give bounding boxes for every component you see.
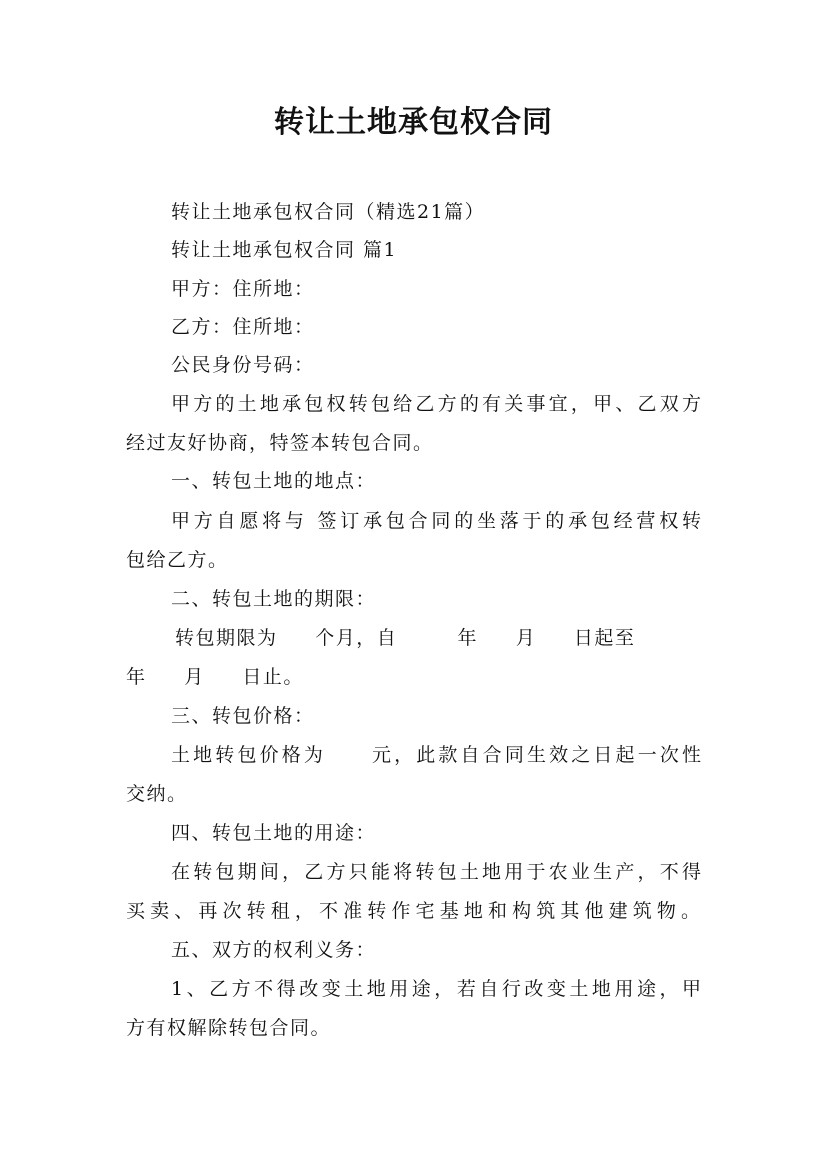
paragraph-line: 经过友好协商，特签本转包合同。 (126, 432, 434, 454)
clause-heading: 四、转包土地的用途： (171, 822, 377, 844)
document-title: 转让土地承包权合同 (274, 105, 553, 140)
subtitle-line: 转让土地承包权合同（精选21篇） (171, 201, 486, 223)
party-b-line: 乙方：住所地： (171, 316, 315, 338)
paragraph-line: 土地转包价格为 元，此款自合同生效之日起一次性 (171, 744, 701, 766)
clause-heading: 五、双方的权利义务： (171, 939, 377, 961)
clause-heading: 三、转包价格： (171, 705, 315, 727)
clause-heading: 二、转包土地的期限： (171, 588, 377, 610)
paragraph-line: 甲方的土地承包权转包给乙方的有关事宜，甲、乙双方 (171, 393, 701, 415)
paragraph-line: 在转包期间，乙方只能将转包土地用于农业生产，不得 (171, 861, 701, 883)
paragraph-line: 转包期限为 个月，自 年 月 日起至 (175, 627, 636, 649)
paragraph-line: 买卖、再次转租，不准转作宅基地和构筑其他建筑物。 (126, 900, 700, 922)
paragraph-line: 方有权解除转包合同。 (126, 1017, 332, 1039)
id-number-line: 公民身份号码： (171, 354, 315, 376)
paragraph-line: 甲方自愿将与 签订承包合同的坐落于的承包经营权转 (171, 510, 701, 532)
clause-heading: 一、转包土地的地点： (171, 470, 377, 492)
paragraph-line: 年 月 日止。 (126, 666, 304, 688)
paragraph-line: 1、乙方不得改变土地用途，若自行改变土地用途，甲 (171, 978, 701, 1000)
section-heading: 转让土地承包权合同 篇1 (171, 239, 398, 261)
party-a-line: 甲方：住所地： (171, 278, 315, 300)
paragraph-line: 交纳。 (126, 783, 188, 805)
paragraph-line: 包给乙方。 (126, 549, 229, 571)
